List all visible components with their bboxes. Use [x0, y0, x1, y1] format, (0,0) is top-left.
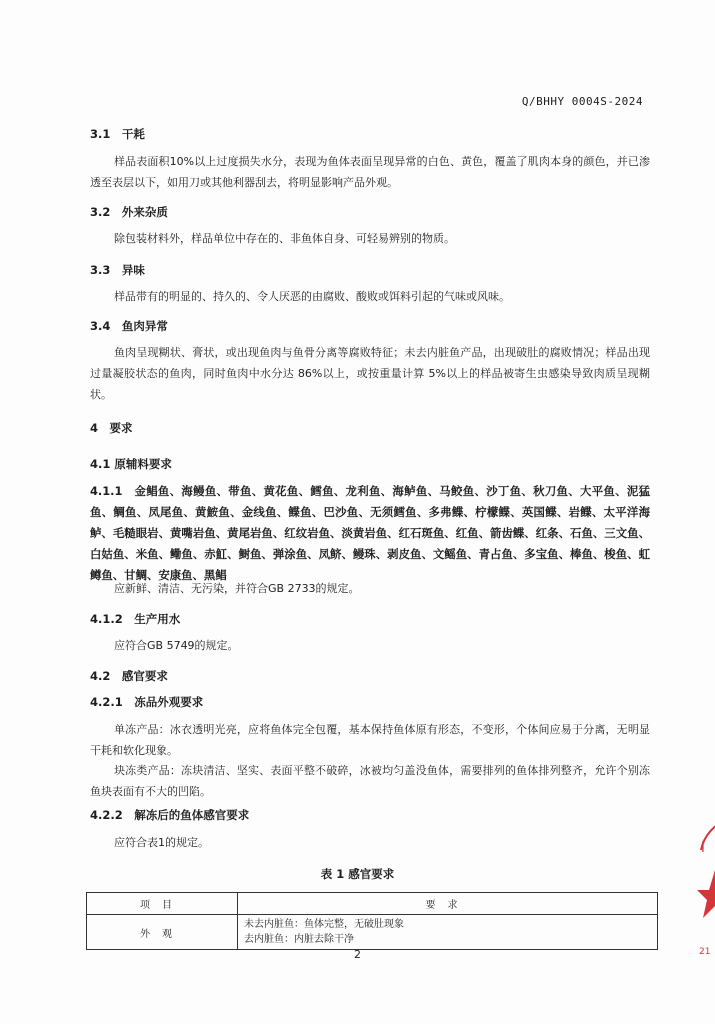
section-3-4-heading: 3.4 鱼肉异常: [90, 319, 168, 333]
document-code: Q/BHHY 0004S-2024: [521, 95, 643, 108]
column-header-requirement: 要求: [238, 893, 658, 915]
section-3-3-text: 样品带有的明显的、持久的、令人厌恶的由腐败、酸败或饵料引起的气味或风味。: [114, 290, 510, 303]
requirement-line-2: 去内脏鱼：内脏去除干净: [244, 934, 354, 945]
section-4-1-heading: 4.1 原辅料要求: [90, 457, 172, 471]
section-4-2-2-heading: 4.2.2 解冻后的鱼体感官要求: [90, 808, 250, 822]
section-3-1-heading: 3.1 干耗: [90, 127, 145, 141]
svg-text:l: l: [701, 840, 705, 856]
sensory-requirements-table: [86, 892, 658, 950]
section-3-4-text: 鱼肉呈现糊状、膏状，或出现鱼肉与鱼骨分离等腐败特征；未去内脏鱼产品，出现破肚的腐败情况；样品出现过量凝胶状态的鱼肉，同时鱼肉中水分达 86%以上，或按重量计算 5%以上的样品被寄生虫感染导致肉质呈现糊状。: [90, 346, 650, 401]
section-3-2-heading: 3.2 外来杂质: [90, 205, 168, 219]
section-4-2-heading: 4.2 感官要求: [90, 669, 168, 683]
table-header-row: [87, 893, 658, 915]
section-4-1-2-heading: 4.1.2 生产用水: [90, 612, 181, 626]
section-3-1-text: 样品表面积10%以上过度损失水分，表现为鱼体表面呈现异常的白色、黄色，覆盖了肌肉本身的颜色，并已渗透至表层以下，如用刀或其他利器刮去，将明显影响产品外观。: [90, 155, 650, 189]
section-4-2-1-para-1: 单冻产品：冰衣透明光亮，应将鱼体完全包覆，基本保持鱼体原有形态，不变形，个体间应易于分离，无明显干耗和软化现象。: [90, 723, 650, 757]
section-4-2-2-text: 应符合表1的规定。: [114, 836, 209, 849]
section-4-1-2-text: 应符合GB 5749的规定。: [114, 639, 239, 652]
section-3-2-text: 除包装材料外，样品单位中存在的、非鱼体自身、可轻易辨别的物质。: [114, 232, 455, 245]
requirement-line-1: 未去内脏鱼：鱼体完整，无破肚现象: [244, 919, 404, 930]
section-4-2-1-para-2: 块冻类产品：冻块清洁、坚实、表面平整不破碎，冰被均匀盖没鱼体，需要排列的鱼体排列整齐，允许个别冻鱼块表面有不大的凹陷。: [90, 764, 650, 798]
section-4-heading: 4 要求: [90, 421, 133, 435]
table-1-caption: 表 1 感官要求: [320, 867, 395, 881]
page-number: 2: [354, 948, 361, 961]
fish-species-list: 4.1.1 金鲳鱼、海鳗鱼、带鱼、黄花鱼、鳕鱼、龙利鱼、海鲈鱼、马鲛鱼、沙丁鱼、秋刀鱼、大平鱼、泥猛鱼、鲷鱼、凤尾鱼、黄鮟鱼、金线鱼、鲽鱼、巴沙鱼、无须鳕鱼、多弗鲽、柠檬鲽、英国鲽、岩鲽、太平洋海鲈、毛糙眼岩、黄嘴岩鱼、黄尾岩鱼、红纹岩鱼、淡黄岩鱼、红石斑鱼、红鱼、箭齿鲽、红条、石鱼、三文鱼、白姑鱼、米鱼、鳓鱼、赤魟、鲥鱼、弹涂鱼、凤鲚、鳗珠、剥皮鱼、文鳐鱼、青占鱼、多宝鱼、棒鱼、梭鱼、虹鳟鱼、甘鲷、安康鱼、黑鲳: [90, 484, 650, 582]
fish-requirement-note: 应新鲜、清洁、无污染，并符合GB 2733的规定。: [114, 582, 360, 595]
section-4-2-1-heading: 4.2.1 冻品外观要求: [90, 695, 204, 709]
table-row: [87, 915, 658, 950]
column-header-item: 项目: [87, 893, 238, 915]
section-3-3-heading: 3.3 异味: [90, 263, 145, 277]
red-seal-stamp: [697, 820, 715, 960]
appearance-requirements: [238, 915, 658, 950]
row-name-appearance: 外观: [87, 915, 238, 950]
stamp-number: 21: [699, 947, 711, 957]
